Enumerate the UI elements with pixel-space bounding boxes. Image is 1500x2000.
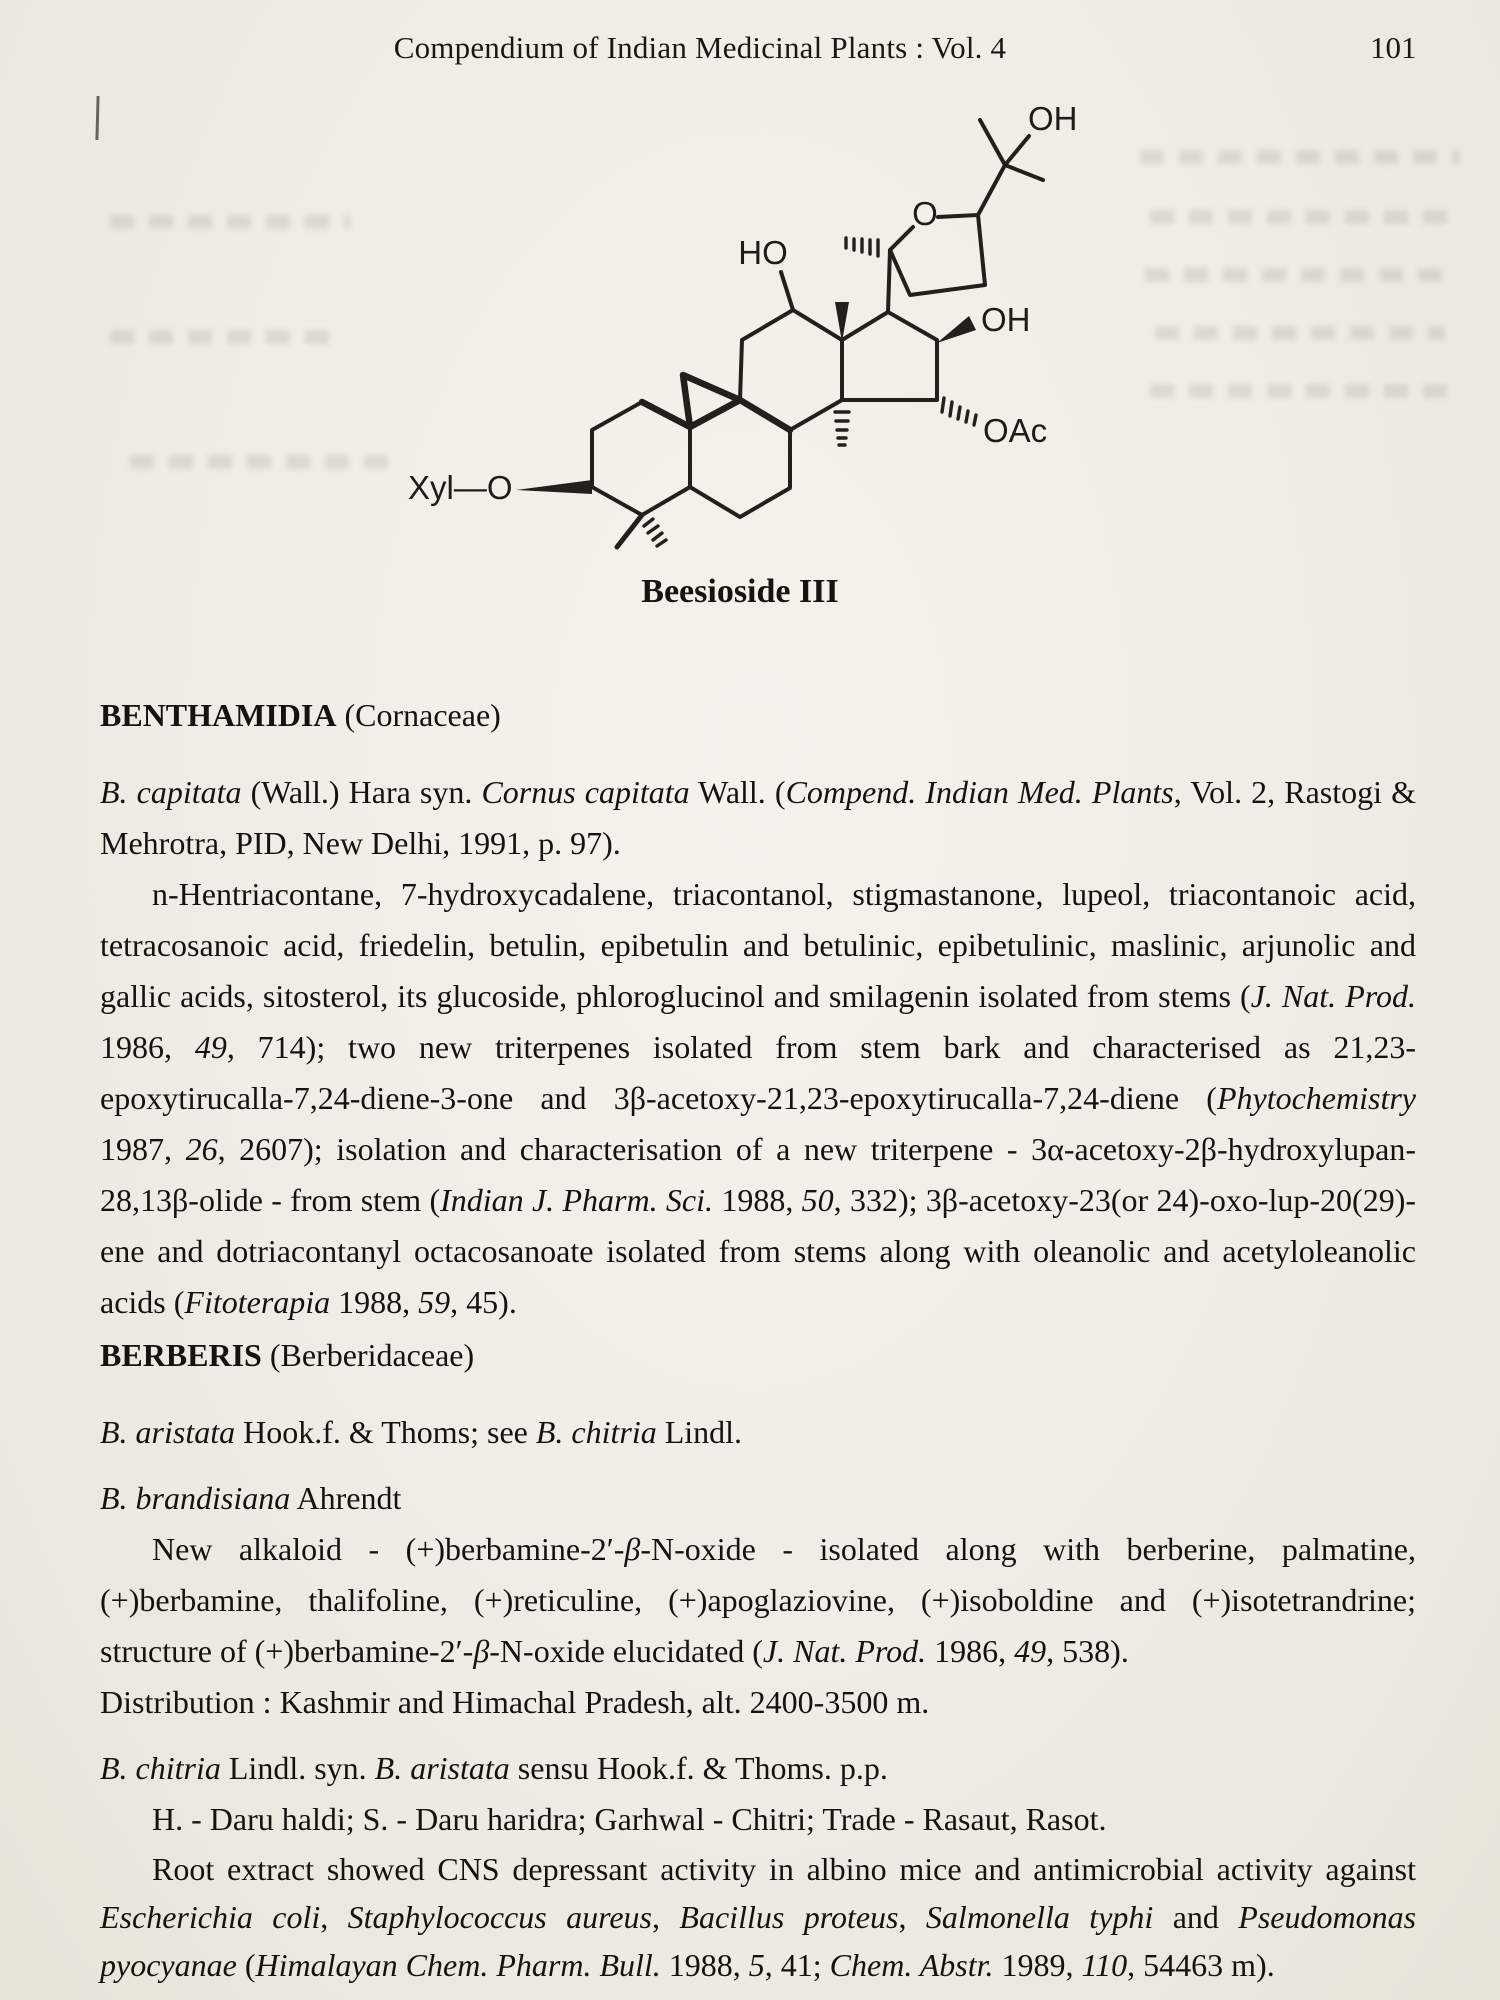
bleedthrough-artifact <box>1155 326 1445 340</box>
text-run: Wall. ( <box>689 774 786 810</box>
text-run: Chem. Abstr. <box>829 1947 994 1983</box>
label-xyl-o: Xyl—O <box>408 469 513 506</box>
text-run: J. Nat. Prod. <box>762 1633 927 1669</box>
text-run: 110 <box>1081 1947 1128 1983</box>
section-heading <box>100 690 1416 741</box>
bleedthrough-artifact <box>110 215 350 229</box>
label-ho: HO <box>738 234 788 271</box>
text-run: 26 <box>185 1131 218 1167</box>
text-run: BENTHAMIDIA <box>100 697 337 733</box>
text-run: B. chitria <box>535 1414 657 1450</box>
text-run: New alkaloid - (+)berbamine-2′- <box>152 1531 625 1567</box>
text-run: Fitoterapia <box>184 1284 331 1320</box>
text-run: -N-oxide - isolated along with berberine, palmatine, (+)berbamine, thalifoline, (+)reticuline, (+)apoglaziovine, (+)isoboldine and (+)isotetrandrine; structure of (+)berbamine-2′- <box>100 1531 1417 1669</box>
bleedthrough-artifact <box>1150 210 1450 224</box>
text-run: Root extract showed CNS depressant activity in albino mice and antimicrobial activity against <box>152 1851 1416 1887</box>
running-header-title: Compendium of Indian Medicinal Plants : Vol. 4 <box>393 30 1007 65</box>
text-run: (Berberidaceae) <box>261 1337 475 1373</box>
bleedthrough-artifact <box>1145 268 1455 282</box>
text-run: Cornus capitata <box>481 774 690 810</box>
text-run: , <box>652 1899 680 1935</box>
paragraph <box>100 1677 1416 1728</box>
text-run: Lindl. syn. <box>220 1750 375 1786</box>
text-run: , Vol. 2, Rastogi & Mehrotra, PID, New Delhi, 1991, p. 97). <box>100 774 1417 861</box>
text-run: 59 <box>418 1284 451 1320</box>
text-run: Compend. Indian Med. Plants <box>785 774 1174 810</box>
text-run: 50 <box>801 1182 834 1218</box>
text-run: β <box>624 1531 641 1567</box>
text-run: 1988, <box>713 1182 802 1218</box>
text-run: B. capitata <box>100 774 242 810</box>
label-oac: OAc <box>983 412 1048 449</box>
text-run: , 332); 3β-acetoxy-23(or 24)-oxo-lup-20(29)-ene and dotriacontanyl octacosanoate isolated from stems along with oleanolic and acetyloleanolic acids ( <box>100 1182 1417 1320</box>
text-run: Ahrendt <box>290 1480 402 1516</box>
text-run: β <box>473 1633 490 1669</box>
figure-caption: Beesioside III <box>641 573 839 610</box>
text-run: (Cornaceae) <box>336 697 501 733</box>
label-oh-top: OH <box>1028 100 1078 137</box>
text-run: Salmonella typhi <box>925 1899 1154 1935</box>
text-run: 1988, <box>330 1284 419 1320</box>
text-run: ( <box>236 1947 256 1983</box>
bleedthrough-artifact <box>130 455 390 469</box>
paragraph <box>100 1845 1416 1989</box>
paragraph <box>100 1407 1416 1458</box>
text-run: Escherichia coli <box>100 1899 321 1935</box>
paragraph <box>100 1524 1416 1677</box>
page-number: 101 <box>1370 30 1417 65</box>
section <box>100 1330 1416 1728</box>
text-run: Distribution : Kashmir and Himachal Pradesh, alt. 2400-3500 m. <box>100 1684 930 1720</box>
text-run: n-Hentriacontane, 7-hydroxycadalene, triacontanol, stigmastanone, lupeol, triacontanoic acid, tetracosanoic acid, friedelin, betulin, epibetulin and betulinic, epibetulinic, maslinic, arjunolic and gallic acids, sitosterol, its glucoside, phloroglucinol and smilagenin isolated from stems ( <box>100 876 1416 1014</box>
bleedthrough-artifact <box>1150 384 1450 398</box>
text-run: Pseudomonas pyocyanae <box>100 1899 1417 1983</box>
bleedthrough-artifact <box>1140 150 1460 164</box>
section <box>100 1743 1416 1989</box>
text-run: Indian J. Pharm. Sci. <box>440 1182 714 1218</box>
text-run: (Wall.) Hara syn. <box>241 774 482 810</box>
text-run: sensu Hook.f. & Thoms. p.p. <box>509 1750 888 1786</box>
beesioside-structure-diagram <box>380 80 1120 590</box>
text-run: Himalayan Chem. Pharm. Bull. <box>255 1947 661 1983</box>
text-run: J. Nat. Prod. <box>1250 978 1417 1014</box>
text-run: Staphylococcus aureus <box>347 1899 653 1935</box>
text-run: 49 <box>194 1029 227 1065</box>
text-run: 1987, <box>100 1131 186 1167</box>
text-run: B. aristata <box>374 1750 510 1786</box>
paragraph <box>100 869 1416 1328</box>
text-run: -N-oxide elucidated ( <box>489 1633 763 1669</box>
bleedthrough-artifact <box>110 330 330 344</box>
text-run: BERBERIS <box>100 1337 262 1373</box>
text-run: Phytochemistry <box>1216 1080 1416 1116</box>
text-run: , 538). <box>1046 1633 1129 1669</box>
paragraph <box>100 1473 1416 1524</box>
text-run: 1986, <box>926 1633 1015 1669</box>
label-oh-right: OH <box>981 301 1031 338</box>
section-heading <box>100 1330 1416 1381</box>
text-run: , 714); two new triterpenes isolated from stem bark and characterised as 21,23-epoxytirucalla-7,24-diene-3-one and 3β-acetoxy-21,23-epoxytirucalla-7,24-diene ( <box>100 1029 1417 1116</box>
text-run: Bacillus proteus <box>679 1899 899 1935</box>
text-run: Hook.f. & Thoms; see <box>235 1414 536 1450</box>
text-run: , <box>898 1899 926 1935</box>
paragraph <box>100 1743 1416 1794</box>
text-run: B. brandisiana <box>100 1480 291 1516</box>
text-run: H. - Daru haldi; S. - Daru haridra; Garhwal - Chitri; Trade - Rasaut, Rasot. <box>152 1801 1107 1837</box>
text-run: 5 <box>748 1947 765 1983</box>
text-run: , 54463 m). <box>1127 1947 1275 1983</box>
scan-artifact-tick <box>95 96 99 140</box>
text-run: , 41; <box>764 1947 830 1983</box>
text-content <box>100 688 1416 1989</box>
text-run: 1988, <box>660 1947 749 1983</box>
text-run: , 45). <box>450 1284 517 1320</box>
text-run: , <box>320 1899 348 1935</box>
section <box>100 690 1416 1328</box>
text-run: Lindl. <box>656 1414 743 1450</box>
text-run: 1989, <box>993 1947 1082 1983</box>
text-run: 1986, <box>100 1029 195 1065</box>
text-run: 49 <box>1014 1633 1047 1669</box>
label-ring-oxygen: O <box>912 195 938 232</box>
paragraph <box>100 1794 1416 1845</box>
text-run: and <box>1153 1899 1239 1935</box>
text-run: B. aristata <box>100 1414 236 1450</box>
paragraph <box>100 767 1416 869</box>
text-run: B. chitria <box>100 1750 221 1786</box>
text-run: , 2607); isolation and characterisation of a new triterpene - 3α-acetoxy-2β-hydroxylupan-28,13β-olide - from stem ( <box>100 1131 1417 1218</box>
